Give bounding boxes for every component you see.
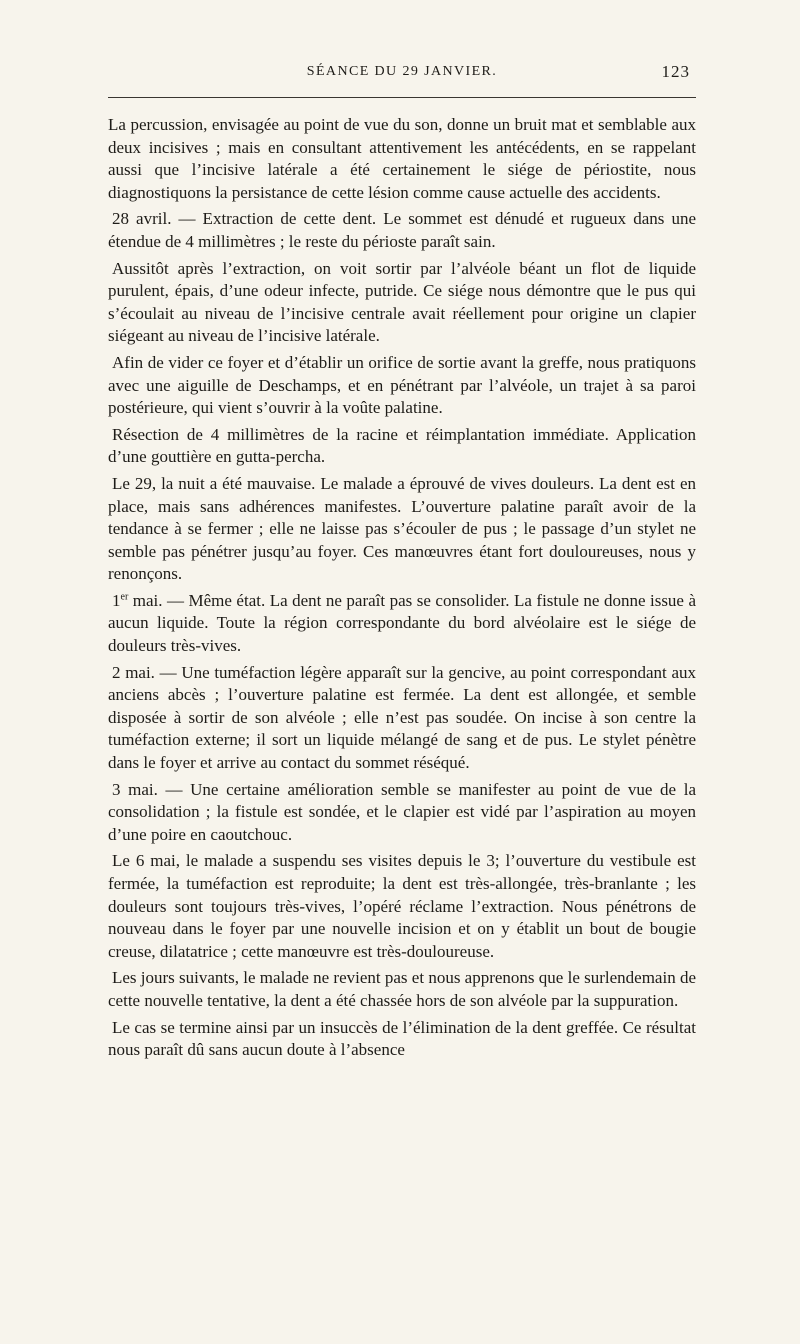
paragraph-jours-suivants: Les jours suivants, le malade ne revient pas et nous apprenons que le surlendemain de cette nouvelle tentative, la dent a été chassée hors de son alvéole par la suppuration. <box>108 968 696 1010</box>
paragraph-le-29: Le 29, la nuit a été mauvaise. Le malade a éprouvé de vives douleurs. La dent est en place, mais sans adhérences manifestes. L’ouverture palatine paraît avoir de la tendance à se fermer ; elle ne laisse pas s’écouler de pus ; le passage d’un stylet ne semble pas pénétrer jusqu’au foyer. Ces manœuvres étant fort douloureuses, nous y renonçons. <box>108 473 696 584</box>
paragraph-2-mai: 2 mai. — Une tuméfaction légère apparaît sur la gencive, au point correspondant aux anciens abcès ; l’ouverture palatine est fermée. La dent est allongée, et semble disposée à sortir de son alvéole ; elle n’est pas soudée. On incise à son centre la tuméfaction externe; il sort un liquide mélangé de sang et de pus. Le stylet pénètre dans le foyer et arrive au contact du sommet réséqué. <box>108 662 696 773</box>
paragraph-1er-mai-text: mai. — Même état. La dent ne paraît pas se consolider. La fistule ne donne issue à aucun liquide. Toute la région correspondante du bord alvéolaire est le siége de douleurs très-vives. <box>108 590 697 656</box>
ordinal-number: 1 <box>112 590 121 610</box>
paragraph-extraction: Aussitôt après l’extraction, on voit sortir par l’alvéole béant un flot de liquide purulent, épais, d’une odeur infecte, putride. Ce siége nous démontre que le pus qui s’écoulait au niveau de l’incisive centrale avait réellement pour origine un clapier siégeant au niveau de l’incisive latérale. <box>108 258 696 346</box>
paragraph-resection: Résection de 4 millimètres de la racine et réimplantation immédiate. Application d’une gouttière en gutta-percha. <box>108 424 696 467</box>
paragraph-28-avril: 28 avril. — Extraction de cette dent. Le sommet est dénudé et rugueux dans une étendue de 4 millimètres ; le reste du périoste paraît sain. <box>108 209 696 251</box>
running-title: SÉANCE DU 29 JANVIER. <box>306 64 498 79</box>
paragraph-deschamps: Afin de vider ce foyer et d’établir un orifice de sortie avant la greffe, nous pratiquons avec une aiguille de Deschamps, et en pénétrant par l’alvéole, un trajet à sa paroi postérieure, qui vient s’ouvrir à la voûte palatine. <box>108 352 696 418</box>
body-text <box>108 114 696 1066</box>
header-rule <box>108 97 696 98</box>
paragraph-6-mai: Le 6 mai, le malade a suspendu ses visites depuis le 3; l’ouverture du vestibule est fermée, la tuméfaction est reproduite; la dent est très-allongée, très-branlante ; les douleurs sont toujours très-vives, l’opéré réclame l’extraction. Nous pénétrons de nouveau dans le foyer par une nouvelle incision et on y établit un bout de bougie creuse, dilatatrice ; cette manœuvre est très-douloureuse. <box>108 851 696 961</box>
paragraph-1er-mai <box>108 590 696 658</box>
paragraph-3-mai: 3 mai. — Une certaine amélioration semble se manifester au point de vue de la consolidation ; la fistule est sondée, et le clapier est vidé par l’aspiration au moyen d’une poire en caoutchouc. <box>108 779 696 844</box>
running-head <box>108 60 696 86</box>
paragraph-percussion: La percussion, envisagée au point de vue du son, donne un bruit mat et semblable aux deux incisives ; mais en consultant attentivement les antécédents, en se rappelant aussi que l’incisive latérale a été certainement le siége de périostite, nous diagnostiquons la persistance de cette lésion comme cause actuelle des accidents. <box>108 115 696 202</box>
ordinal-suffix: er <box>120 591 129 603</box>
paragraph-conclusion: Le cas se termine ainsi par un insuccès de l’élimination de la dent greffée. Ce résultat nous paraît dû sans aucun doute à l’absence <box>108 1017 696 1060</box>
page-number: 123 <box>661 62 690 81</box>
